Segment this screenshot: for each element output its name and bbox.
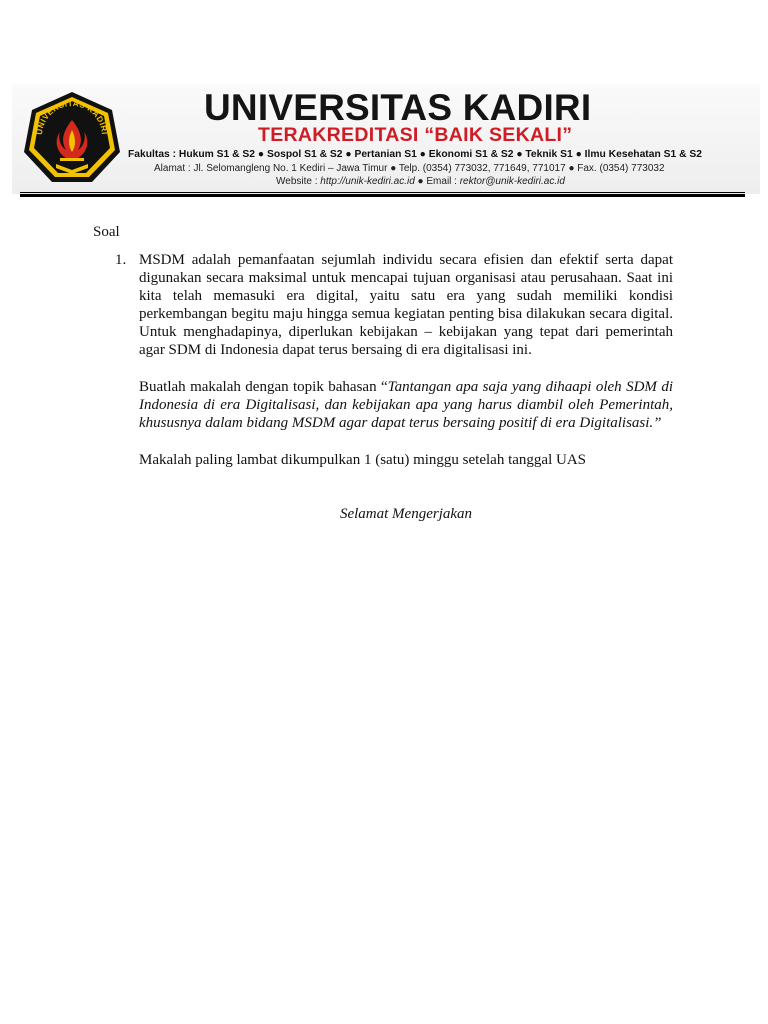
task-lead-text: Buatlah makalah dengan topik bahasan “ [139,379,388,395]
university-logo [20,90,124,186]
question-paragraph-task [139,378,673,432]
faculty-list: Fakultas : Hukum S1 & S2 ● Sospol S1 & S2 ● Pertanian S1 ● Ekonomi S1 & S2 ● Teknik S1 ● Ilmu Kesehatan S1 & S2 [128,149,702,160]
accreditation-status: TERAKREDITASI “BAIK SEKALI” [258,124,573,146]
website-label: Website : [276,176,321,187]
email-label: ● Email : [414,176,460,187]
logo-ring-text: UNIVERSITAS KADIRI [34,98,109,136]
website-link[interactable]: http://unik-kediri.ac.id [320,176,415,187]
header-divider-thick [20,194,745,197]
contact-line [276,175,716,188]
question-number: 1. [115,252,127,268]
email-link[interactable]: rektor@unik-kediri.ac.id [459,176,565,187]
university-name: UNIVERSITAS KADIRI [204,87,592,128]
deadline-note: Makalah paling lambat dikumpulkan 1 (satu) minggu setelah tanggal UAS [139,452,586,468]
closing-greeting: Selamat Mengerjakan [339,506,473,522]
address-line: Alamat : Jl. Selomangleng No. 1 Kediri – Jawa Timur ● Telp. (0354) 773032, 771649, 771017 ● Fax. (0354) 773032 [154,163,665,174]
section-label: Soal [93,224,120,240]
header-divider-thin [20,192,745,193]
question-paragraph-intro: MSDM adalah pemanfaatan sejumlah individu secara efisien dan efektif serta dapat digunakan secara maksimal untuk mencapai tujuan organisasi atau perusahaan. Saat ini kita telah memasuki era digital, yaitu satu era yang sudah memiliki kondisi perkembangan begitu maju hingga semua kegiatan penting bisa dilakukan secara digital. Untuk menghadapinya, diperlukan kebijakan – kebijakan yang tepat dari pemerintah agar SDM di Indonesia dapat terus bersaing di era digitalisasi ini. [139,252,673,359]
task-topic-text: Tantangan apa saja yang dihaapi oleh SDM di Indonesia di era Digitalisasi, dan kebijakan apa yang harus diambil oleh Pemerintah, khususnya dalam bidang MSDM agar dapat terus bersaing positif di era Digitalisasi.” [139,379,673,432]
